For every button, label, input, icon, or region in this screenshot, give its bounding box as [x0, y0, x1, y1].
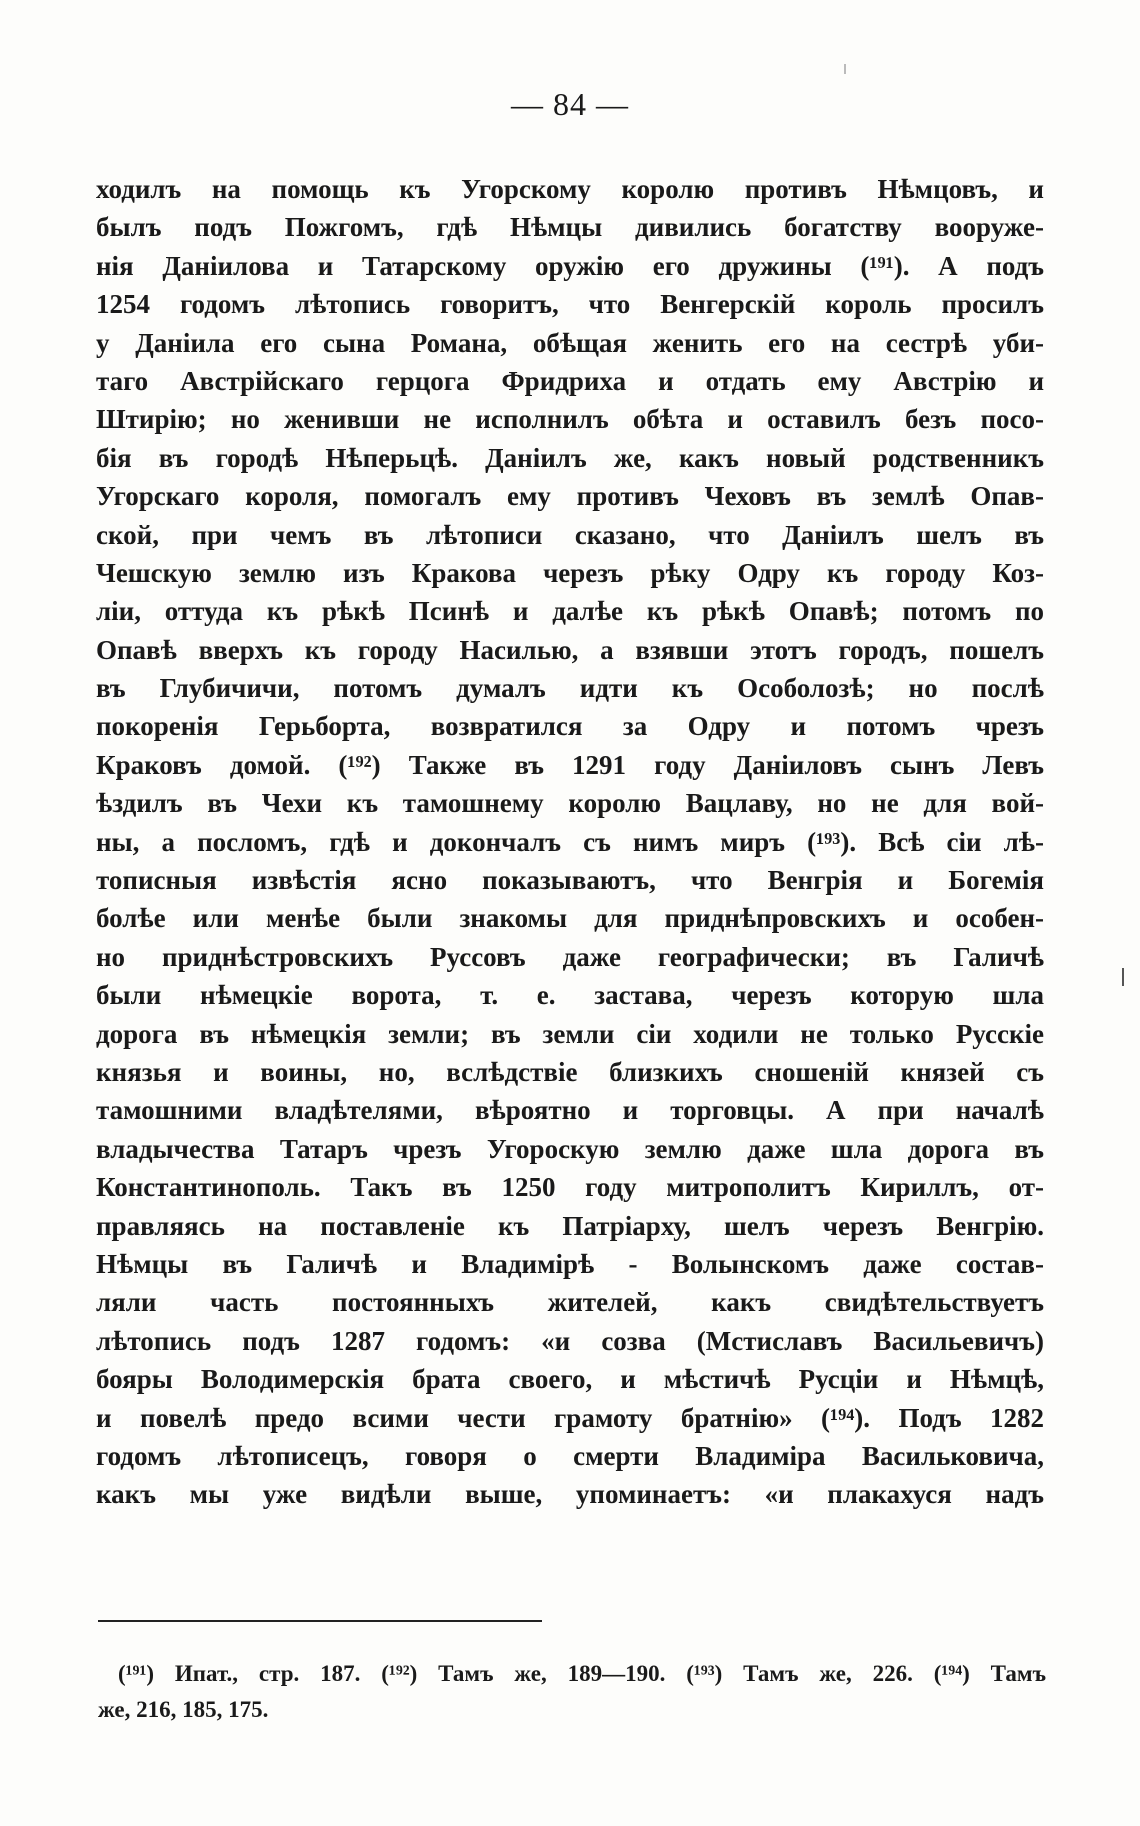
page-number: — 84 — [511, 86, 629, 122]
text-line: Нѣмцы въ Галичѣ и Владимірѣ - Волынскомъ даже состав- [96, 1248, 1044, 1279]
footnotes [98, 1656, 1046, 1728]
footnote-divider [98, 1620, 542, 1622]
text-line: былъ подъ Пожгомъ, гдѣ Нѣмцы дивились богатству вооруже- [96, 212, 1044, 243]
text-line: нія Даніилова и Татарскому оружію его дружины (¹⁹¹). А подъ [96, 250, 1044, 281]
text-line: годомъ лѣтописецъ, говоря о смерти Владиміра Васильковича, [96, 1440, 1044, 1471]
margin-tick-mark [1122, 968, 1124, 986]
text-line: тописныя извѣстія ясно показываютъ, что Венгрія и Богемія [96, 865, 1044, 896]
text-line: князья и воины, но, вслѣдствіе близкихъ сношеній князей съ [96, 1056, 1044, 1087]
text-line: тамошними владѣтелями, вѣроятно и торговцы. А при началѣ [96, 1095, 1044, 1126]
body-text [96, 170, 1044, 1514]
text-line: ской, при чемъ въ лѣтописи сказано, что Даніилъ шелъ въ [96, 519, 1044, 550]
text-line: бія въ городѣ Нѣперьцѣ. Даніилъ же, какъ новый родственникъ [96, 442, 1044, 473]
text-line: Константинополь. Такъ въ 1250 году митрополитъ Кириллъ, от- [96, 1172, 1044, 1203]
margin-tick-mark [844, 64, 846, 74]
text-line: какъ мы уже видѣли выше, упоминаетъ: «и плакахуся надъ [96, 1479, 1044, 1510]
text-line: ны, а посломъ, гдѣ и докончалъ съ нимъ миръ (¹⁹³). Всѣ сіи лѣ- [96, 826, 1044, 857]
text-line: Опавѣ вверхъ къ городу Насилью, а взявши этотъ городъ, пошелъ [96, 634, 1044, 665]
text-line: болѣе или менѣе были знакомы для приднѣпровскихъ и особен- [96, 903, 1044, 934]
text-line: но приднѣстровскихъ Руссовъ даже географически; въ Галичѣ [96, 941, 1044, 972]
text-line: владычества Татаръ чрезъ Угороскую землю даже шла дорога въ [96, 1133, 1044, 1164]
text-line: правляясь на поставленіе къ Патріарху, шелъ черезъ Венгрію. [96, 1210, 1044, 1241]
text-line: ліи, оттуда къ рѣкѣ Псинѣ и далѣе къ рѣкѣ Опавѣ; потомъ по [96, 596, 1044, 627]
footnote-line: же, 216, 185, 175. [98, 1697, 269, 1722]
text-line: и повелѣ предо всими чести грамоту братнію» (¹⁹⁴). Подъ 1282 [96, 1402, 1044, 1433]
text-line: покоренія Герьборта, возвратился за Одру и потомъ чрезъ [96, 711, 1044, 742]
text-line: Краковъ домой. (¹⁹²) Также въ 1291 году Даніиловъ сынъ Левъ [96, 749, 1044, 780]
text-line: дорога въ нѣмецкія земли; въ земли сіи ходили не только Русскіе [96, 1018, 1044, 1049]
text-line: ѣздилъ въ Чехи къ тамошнему королю Вацлаву, но не для вой- [96, 788, 1044, 819]
text-line: ходилъ на помощь къ Угорскому королю противъ Нѣмцовъ, и [96, 174, 1044, 204]
text-line: въ Глубичичи, потомъ думалъ идти къ Особолозѣ; но послѣ [96, 673, 1044, 704]
text-line: Угорскаго короля, помогалъ ему противъ Чеховъ въ землѣ Опав- [96, 481, 1044, 512]
text-line: ляли часть постоянныхъ жителей, какъ свидѣтельствуетъ [96, 1287, 1044, 1318]
text-line: Штирію; но женивши не исполнилъ обѣта и оставилъ безъ посо- [96, 404, 1044, 435]
text-line: лѣтопись подъ 1287 годомъ: «и созва (Мстиславъ Васильевичъ) [96, 1325, 1044, 1356]
text-line: 1254 годомъ лѣтопись говоритъ, что Венгерскій король просилъ [96, 289, 1044, 320]
footnote-line: (¹⁹¹) Ипат., стр. 187. (¹⁹²) Тамъ же, 189—190. (¹⁹³) Тамъ же, 226. (¹⁹⁴) Тамъ [118, 1661, 1046, 1686]
text-line: у Даніила его сына Романа, обѣщая женить его на сестрѣ уби- [96, 327, 1044, 358]
text-line: были нѣмецкіе ворота, т. е. застава, черезъ которую шла [96, 980, 1044, 1011]
text-line: бояры Володимерскія брата своего, и мѣстичѣ Русціи и Нѣмцѣ, [96, 1364, 1044, 1395]
text-line: таго Австрійскаго герцога Фридриха и отдать ему Австрію и [96, 365, 1044, 396]
text-line: Чешскую землю изъ Кракова черезъ рѣку Одру къ городу Коз- [96, 557, 1044, 588]
